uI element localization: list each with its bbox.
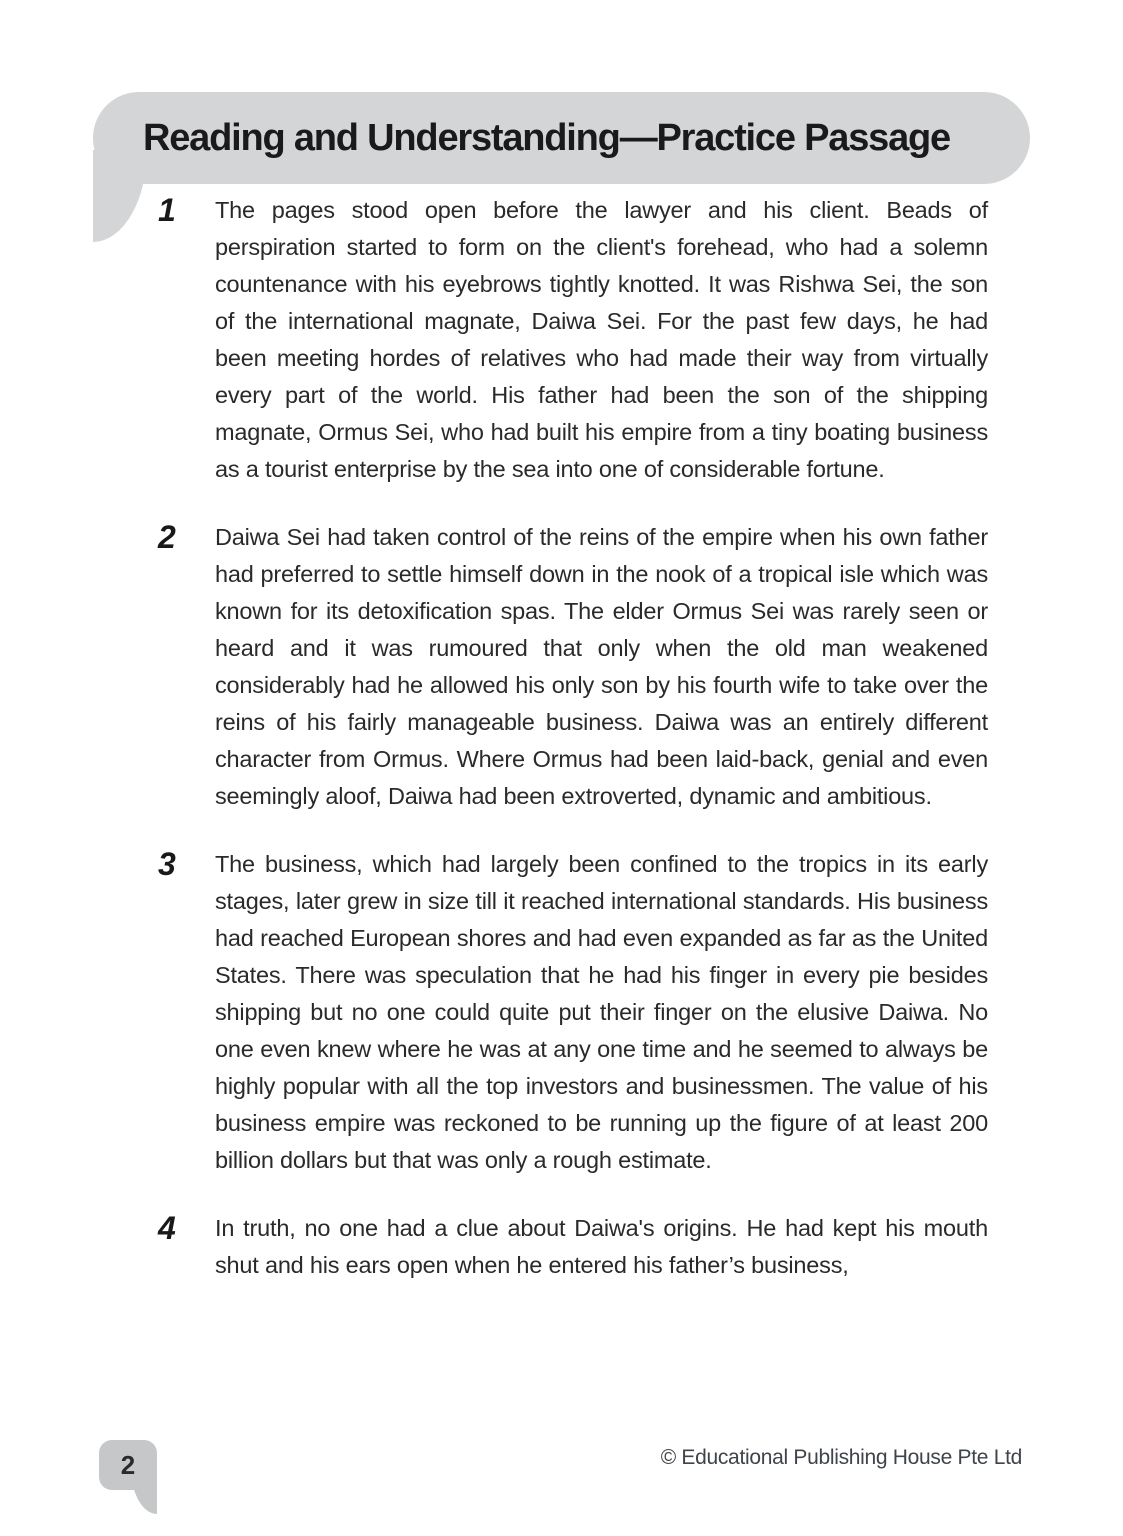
page-number-badge	[99, 1440, 157, 1490]
paragraph-4-number: 4	[158, 1210, 176, 1246]
paragraph-4-text: In truth, no one had a clue about Daiwa's origins. He had kept his mouth shut and his ears open when he entered his father’s business,	[215, 1215, 988, 1278]
page-number: 2	[120, 1449, 136, 1480]
header-banner	[93, 92, 1030, 184]
page-title: Reading and Understanding—Practice Passage	[143, 116, 950, 159]
paragraph-3	[158, 846, 988, 1179]
copyright-text: © Educational Publishing House Pte Ltd	[660, 1446, 1022, 1469]
paragraph-2	[158, 519, 988, 815]
paragraph-3-number: 3	[158, 846, 176, 882]
paragraph-1	[158, 192, 988, 488]
paragraph-3-text: The business, which had largely been confined to the tropics in its early stages, later grew in size till it reached international standards. His business had reached European shores and had even expanded as far as the United States. There was speculation that he had his finger in every pie besides shipping but no one could quite put their finger on the elusive Daiwa. No one even knew where he was at any one time and he seemed to always be highly popular with all the top investors and businessmen. The value of his business empire was reckoned to be running up the figure of at least 200 billion dollars but that was only a rough estimate.	[215, 851, 988, 1173]
paragraph-1-text: The pages stood open before the lawyer and his client. Beads of perspiration started to form on the client's forehead, who had a solemn countenance with his eyebrows tightly knotted. It was Rishwa Sei, the son of the international magnate, Daiwa Sei. For the past few days, he had been meeting hordes of relatives who had made their way from virtually every part of the world. His father had been the son of the shipping magnate, Ormus Sei, who had built his empire from a tiny boating business as a tourist enterprise by the sea into one of considerable fortune.	[215, 197, 988, 482]
paragraph-2-number: 2	[158, 519, 176, 555]
passage-body	[158, 192, 988, 1315]
paragraph-1-number: 1	[158, 192, 176, 228]
paragraph-2-text: Daiwa Sei had taken control of the reins of the empire when his own father had preferred to settle himself down in the nook of a tropical isle which was known for its detoxification spas. The elder Ormus Sei was rarely seen or heard and it was rumoured that only when the old man weakened considerably had he allowed his only son by his fourth wife to take over the reins of his fairly manageable business. Daiwa was an entirely different character from Ormus. Where Ormus had been laid-back, genial and even seemingly aloof, Daiwa had been extroverted, dynamic and ambitious.	[215, 524, 988, 809]
paragraph-4	[158, 1210, 988, 1284]
